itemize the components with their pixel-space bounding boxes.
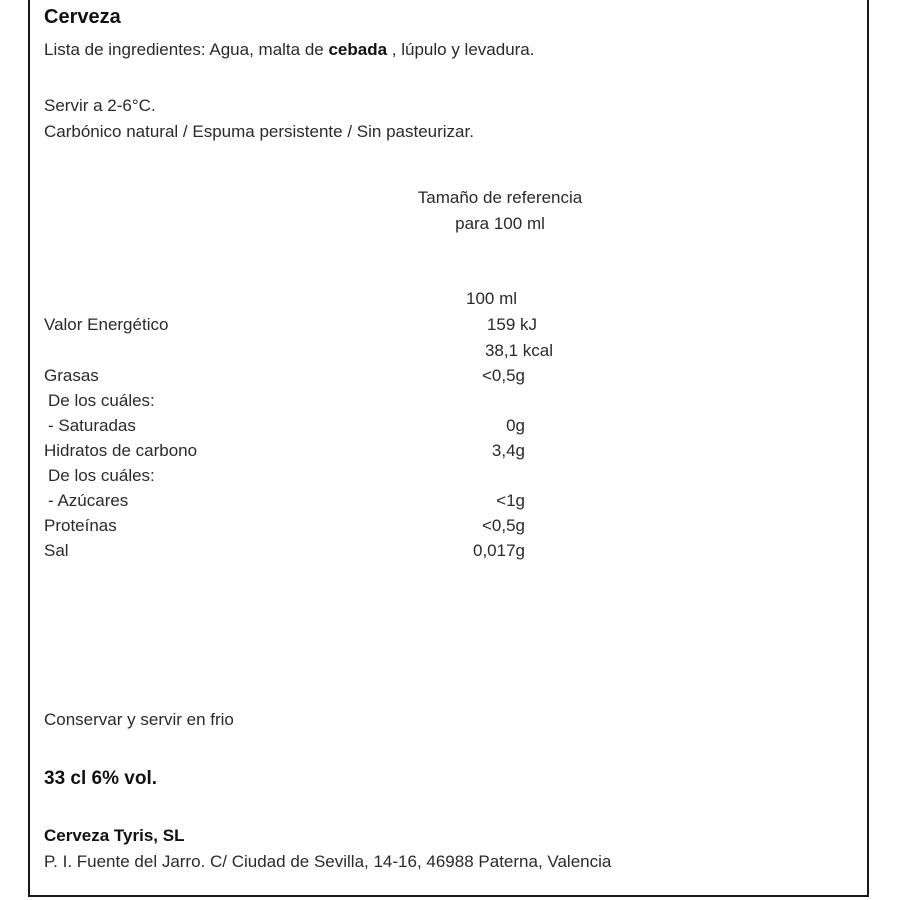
nutrition-value-energy-kcal: 38,1 kcal (484, 341, 553, 360)
ingredients-prefix: Lista de ingredientes: Agua, malta de (44, 40, 329, 59)
nutrition-value-energy-kj: 159 kJ (486, 315, 537, 334)
storage-instruction: Conservar y servir en frio (44, 710, 234, 729)
nutrition-value-salt: 0,017g (473, 541, 525, 560)
ingredients-suffix: , lúpulo y levadura. (387, 40, 535, 59)
nutrition-label-fats: Grasas (44, 366, 99, 385)
nutrition-column-header: 100 ml (466, 289, 518, 308)
serving-temperature: Servir a 2-6°C. (44, 96, 156, 115)
nutrition-label-of-which-fats: De los cuáles: (48, 391, 155, 410)
nutrition-label-energy: Valor Energético (44, 315, 169, 334)
nutrition-label-saturated: - Saturadas (48, 416, 136, 435)
nutrition-value-carbohydrates: 3,4g (491, 441, 525, 460)
reference-size-line2: para 100 ml (455, 214, 545, 233)
nutrition-label-salt: Sal (44, 541, 69, 560)
allergen-cebada: cebada (328, 40, 388, 59)
nutrition-value-proteins: <0,5g (481, 516, 525, 535)
nutrition-value-fats: <0,5g (481, 366, 525, 385)
nutrition-label-proteins: Proteínas (44, 516, 117, 535)
company-name: Cerveza Tyris, SL (44, 826, 185, 845)
ingredients-list (44, 40, 534, 60)
company-address: P. I. Fuente del Jarro. C/ Ciudad de Sevilla, 14-16, 46988 Paterna, Valencia (44, 852, 612, 871)
product-features: Carbónico natural / Espuma persistente / Sin pasteurizar. (44, 122, 474, 141)
nutrition-label-of-which-carbs: De los cuáles: (48, 466, 155, 485)
volume-and-alcohol: 33 cl 6% vol. (44, 768, 158, 789)
product-title: Cerveza (44, 6, 121, 28)
nutrition-value-saturated: 0g (506, 416, 525, 435)
nutrition-label-sugars: - Azúcares (48, 491, 129, 510)
reference-size-line1: Tamaño de referencia (417, 188, 583, 207)
nutrition-label-carbohydrates: Hidratos de carbono (44, 441, 198, 460)
nutrition-value-sugars: <1g (496, 491, 525, 510)
